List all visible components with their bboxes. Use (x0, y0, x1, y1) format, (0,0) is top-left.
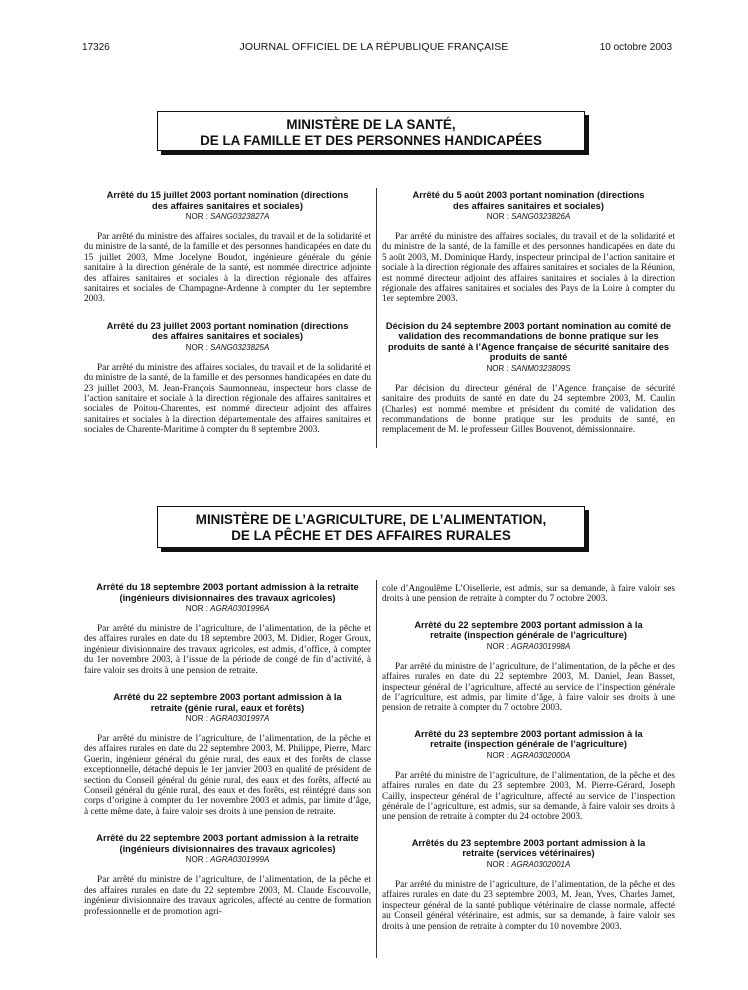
article (84, 582, 371, 676)
article-nor: NOR : AGRA0302000A (486, 750, 571, 760)
article (84, 321, 371, 436)
ministry-heading-line: DE LA PÊCHE ET DES AFFAIRES RURALES (231, 528, 511, 543)
article-continuation: cole d’Angoulême L’Oisellerie, est admis, sur sa demande, à faire valoir ses droits à une pension de retraite à compter du 7 octobre 2003. (382, 584, 675, 605)
article-body: Par arrêté du ministre des affaires sociales, du travail et de la solidarité et du ministre de la santé, de la famille et des personnes handicapées en date du 15 juillet 2003, Mme Jocelyne Boudot, ingénieure générale du génie sanitaire à la direction générale de la santé, est nommée directrice adjointe des affaires sanitaires et sociales à la direction régionale des affaires sanitaires et sociales de Champagne-Ardenne à compter du 1er septembre 2003. (84, 232, 371, 305)
article-title: Arrêté du 15 juillet 2003 portant nomination (directions des affaires sanitaires et sociales) (106, 190, 349, 211)
article (382, 838, 675, 932)
article-nor: NOR : AGRA0301997A (185, 714, 270, 724)
article-title: Arrêté du 5 août 2003 portant nomination (directions des affaires sanitaires et sociales) (412, 190, 645, 211)
article (382, 190, 675, 305)
article-nor: NOR : AGRA0301999A (185, 855, 270, 865)
article-title: Arrêtés du 23 septembre 2003 portant admission à la retraite (services vétérinaires) (411, 837, 646, 859)
article-title: Arrêté du 23 septembre 2003 portant admission à la retraite (inspection générale de l’agriculture) (414, 728, 643, 750)
article-body: Par arrêté du ministre de l’agriculture, de l’alimentation, de la pêche et des affaires rurales en date du 18 septembre 2003, M. Didier, Roger Groux, ingénieur divisionnaire des travaux agricoles, est admis, d’office, à compter du 1er novembre 2003, à l’issue de la période de congé de fin d’activité, à faire valoir ses droits à une pension de retraite. (84, 624, 371, 676)
article (84, 190, 371, 305)
article-title: Arrêté du 18 septembre 2003 portant admission à la retraite (ingénieurs divisionnaires des travaux agricoles) (96, 582, 359, 603)
article-title: Décision du 24 septembre 2003 portant nomination au comité de validation des recommandations de bonne pratique sur les produits de santé à l’Agence française de sécurité sanitaire des produits de santé (385, 320, 672, 363)
article-nor: NOR : SANM0323809S (486, 363, 571, 373)
journal-title: JOURNAL OFFICIEL DE LA RÉPUBLIQUE FRANÇAISE (239, 41, 509, 53)
article-body: Par arrêté du ministre des affaires sociales, du travail et de la solidarité et du ministre de la santé, de la famille et des personnes handicapées en date du 5 août 2003, M. Dominique Hardy, inspecteur principal de l’action sanitaire et sociale à la direction régionale des affaires sanitaires et sociales de la Réunion, est nommé directeur adjoint des affaires sanitaires et sociales à la direction régionale des affaires sanitaires et sociales des Pays de la Loire à compter du 1er septembre 2003. (382, 232, 675, 305)
ministry-heading-line: MINISTÈRE DE LA SANTÉ, (286, 117, 456, 132)
article-title: Arrêté du 22 septembre 2003 portant admission à la retraite (inspection générale de l’agriculture) (414, 619, 643, 641)
article-body: Par arrêté du ministre des affaires sociales, du travail et de la solidarité et du ministre de la santé, de la famille et des personnes handicapées en date du 23 juillet 2003, M. Jean-François Saumonneau, inspecteur hors classe de l’action sanitaire et sociale à la direction régionale des affaires sanitaires et sociales de Poitou-Charentes, est nommé directeur adjoint des affaires sanitaires et sociales à la direction départementale des affaires sanitaires et sociales de Charente-Maritime à compter du 8 septembre 2003. (84, 362, 371, 436)
column-left-agriculture (84, 582, 371, 917)
article-title: Arrêté du 22 septembre 2003 portant admission à la retraite (ingénieurs divisionnaires des travaux agricoles) (96, 833, 359, 854)
column-right-agriculture (382, 584, 675, 932)
article-nor: NOR : SANG0323826A (486, 212, 571, 221)
article-body: Par arrêté du ministre de l’agriculture, de l’alimentation, de la pêche et des affaires rurales en date du 23 septembre 2003, M. Pierre-Gérard, Joseph Cailly, inspecteur général de l’agriculture, affecté au service de l’inspection générale de l’agriculture, est admis, sur sa demande, à faire valoir ses droits à une pension de retraite à compter du 24 octobre 2003. (382, 770, 675, 823)
issue-date: 10 octobre 2003 (599, 42, 672, 53)
article-title: Arrêté du 23 juillet 2003 portant nomination (directions des affaires sanitaires et sociales) (106, 320, 349, 342)
column-divider (376, 188, 377, 448)
article (84, 833, 371, 917)
column-left-sante (84, 190, 371, 436)
article-nor: NOR : SANG0323827A (185, 212, 270, 221)
article-body: Par arrêté du ministre de l’agriculture, de l’alimentation, de la pêche et des affaires rurales en date du 22 septembre 2003, M. Claude Escouvolle, ingénieur divisionnaire des travaux agricoles, affecté au centre de formation professionnelle et de promotion agri- (84, 875, 371, 917)
article (382, 729, 675, 823)
article-nor: NOR : AGRA0301998A (486, 641, 571, 651)
ministry-heading-agriculture (157, 506, 585, 548)
article-body: Par décision du directeur général de l’Agence française de sécurité sanitaire des produits de santé en date du 24 septembre 2003, M. Caulin (Charles) est nommé membre et président du comité de validation des recommandations de bonne pratique sur les produits de santé, en remplacement de M. le professeur Gilles Bouvenot, démissionnaire. (382, 383, 675, 436)
article (84, 692, 371, 817)
article-nor: NOR : SANG0323825A (185, 342, 270, 352)
article (382, 620, 675, 714)
article (382, 321, 675, 436)
article-body: Par arrêté du ministre de l’agriculture, de l’alimentation, de la pêche et des affaires rurales en date du 22 septembre 2003, M. Philippe, Pierre, Marc Guerin, ingénieur général du génie rural, des eaux et des forêts de classe exceptionnelle, détaché depuis le 1er janvier 2003 en qualité de président de section du Conseil général du génie rural, des eaux et des forêts, affecté au Conseil général du génie rural, des eaux et des forêts, est réintégré dans son corps d’origine à compter du 1er novembre 2003 et admis, par limite d’âge, à cette même date, à faire valoir ses droits à une pension de retraite. (84, 734, 371, 817)
article-body: Par arrêté du ministre de l’agriculture, de l’alimentation, de la pêche et des affaires rurales en date du 23 septembre 2003, M. Jean, Yves, Charles Jamet, inspecteur général de la santé publique vétérinaire de classe normale, affecté au Conseil général vétérinaire, est admis, sur sa demande, à faire valoir ses droits à une pension de retraite à compter du 10 novembre 2003. (382, 879, 675, 932)
article-nor: NOR : AGRA0301996A (185, 604, 270, 613)
page-number: 17326 (82, 42, 110, 53)
ministry-heading-line: MINISTÈRE DE L’AGRICULTURE, DE L’ALIMENTATION, (195, 512, 547, 527)
article-body: Par arrêté du ministre de l’agriculture, de l’alimentation, de la pêche et des affaires rurales en date du 22 septembre 2003, M. Daniel, Jean Basset, inspecteur général de l’agriculture, affecté au service de l’inspection générale de l’agriculture, est admis, par limite d’âge, à faire valoir ses droits à une pension de retraite à compter du 7 octobre 2003. (382, 661, 675, 714)
column-right-sante (382, 190, 675, 436)
column-divider (376, 580, 377, 958)
ministry-heading-line: DE LA FAMILLE ET DES PERSONNES HANDICAPÉES (200, 133, 542, 148)
ministry-heading-sante (157, 111, 585, 151)
article-nor: NOR : AGRA0302001A (486, 859, 571, 869)
article-title: Arrêté du 22 septembre 2003 portant admission à la retraite (génie rural, eaux et forêts) (113, 692, 342, 713)
